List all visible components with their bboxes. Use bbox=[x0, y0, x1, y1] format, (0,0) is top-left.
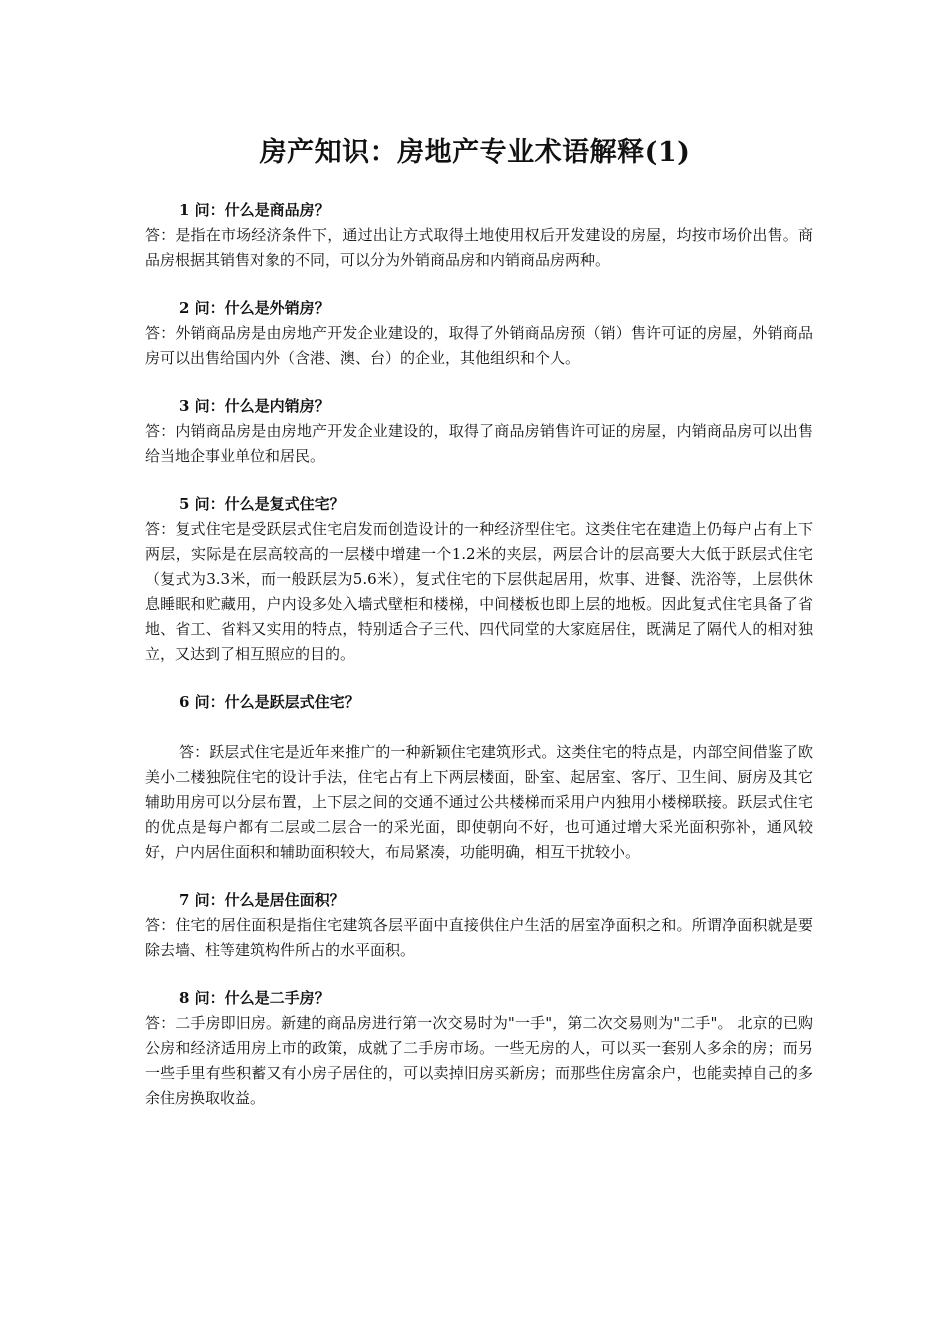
answer-paragraph: 答：外销商品房是由房地产开发企业建设的，取得了外销商品房预（销）售许可证的房屋，外销商品房可以出售给国内外（含港、澳、台）的企业，其他组织和个人。 bbox=[145, 324, 813, 367]
question-heading: 2 问：什么是外销房？ bbox=[179, 299, 330, 317]
answer-paragraph: 答：是指在市场经济条件下，通过出让方式取得土地使用权后开发建设的房屋，均按市场价出售。商品房根据其销售对象的不同，可以分为外销商品房和内销商品房两种。 bbox=[145, 226, 813, 269]
qa-item-6 bbox=[145, 690, 813, 865]
question-heading: 8 问：什么是二手房？ bbox=[179, 989, 330, 1007]
answer-paragraph: 答：复式住宅是受跃层式住宅启发而创造设计的一种经济型住宅。这类住宅在建造上仍每户占有上下两层，实际是在层高较高的一层楼中增建一个1.2米的夹层，两层合计的层高要大大低于跃层式住宅（复式为3.3米，而一般跃层为5.6米），复式住宅的下层供起居用，炊事、进餐、洗浴等，上层供休息睡眠和贮藏用，户内设多处入墙式壁柜和楼梯，中间楼板也即上层的地板。因此复式住宅具备了省地、省工、省料又实用的特点，特别适合子三代、四代同堂的大家庭居住，既满足了隔代人的相对独立，又达到了相互照应的目的。 bbox=[145, 520, 813, 663]
document-title: 房产知识：房地产专业术语解释(1) bbox=[259, 137, 691, 168]
question-heading: 3 问：什么是内销房？ bbox=[179, 397, 330, 415]
qa-item-1 bbox=[145, 198, 813, 273]
question-heading: 1 问：什么是商品房？ bbox=[179, 201, 330, 219]
question-heading: 6 问：什么是跃层式住宅？ bbox=[179, 693, 360, 711]
answer-paragraph: 答：跃层式住宅是近年来推广的一种新颖住宅建筑形式。这类住宅的特点是，内部空间借鉴了欧美小二楼独院住宅的设计手法，住宅占有上下两层楼面，卧室、起居室、客厅、卫生间、厨房及其它辅助用房可以分层布置，上下层之间的交通不通过公共楼梯而采用户内独用小楼梯联接。跃层式住宅的优点是每户都有二层或二层合一的采光面，即使朝向不好，也可通过增大采光面积弥补，通风较好，户内居住面积和辅助面积较大，布局紧凑，功能明确，相互干扰较小。 bbox=[145, 743, 813, 861]
qa-item-7 bbox=[145, 888, 813, 963]
question-heading: 7 问：什么是居住面积？ bbox=[179, 891, 345, 909]
qa-item-5 bbox=[145, 492, 813, 667]
answer-paragraph: 答：二手房即旧房。新建的商品房进行第一次交易时为"一手"，第二次交易则为"二手"。 北京的已购公房和经济适用房上市的政策，成就了二手房市场。一些无房的人，可以买一套别人多余的房；而另一些手里有些积蓄又有小房子居住的，可以卖掉旧房买新房；而那些住房富余户，也能卖掉自己的多余住房换取收益。 bbox=[145, 1014, 813, 1107]
qa-item-8 bbox=[145, 986, 813, 1111]
document-body bbox=[145, 198, 813, 1134]
answer-paragraph: 答：内销商品房是由房地产开发企业建设的，取得了商品房销售许可证的房屋，内销商品房可以出售给当地企事业单位和居民。 bbox=[145, 422, 813, 465]
answer-paragraph: 答：住宅的居住面积是指住宅建筑各层平面中直接供住户生活的居室净面积之和。所谓净面积就是要除去墙、柱等建筑构件所占的水平面积。 bbox=[145, 916, 813, 959]
question-heading: 5 问：什么是复式住宅？ bbox=[179, 495, 345, 513]
qa-item-3 bbox=[145, 394, 813, 469]
qa-item-2 bbox=[145, 296, 813, 371]
